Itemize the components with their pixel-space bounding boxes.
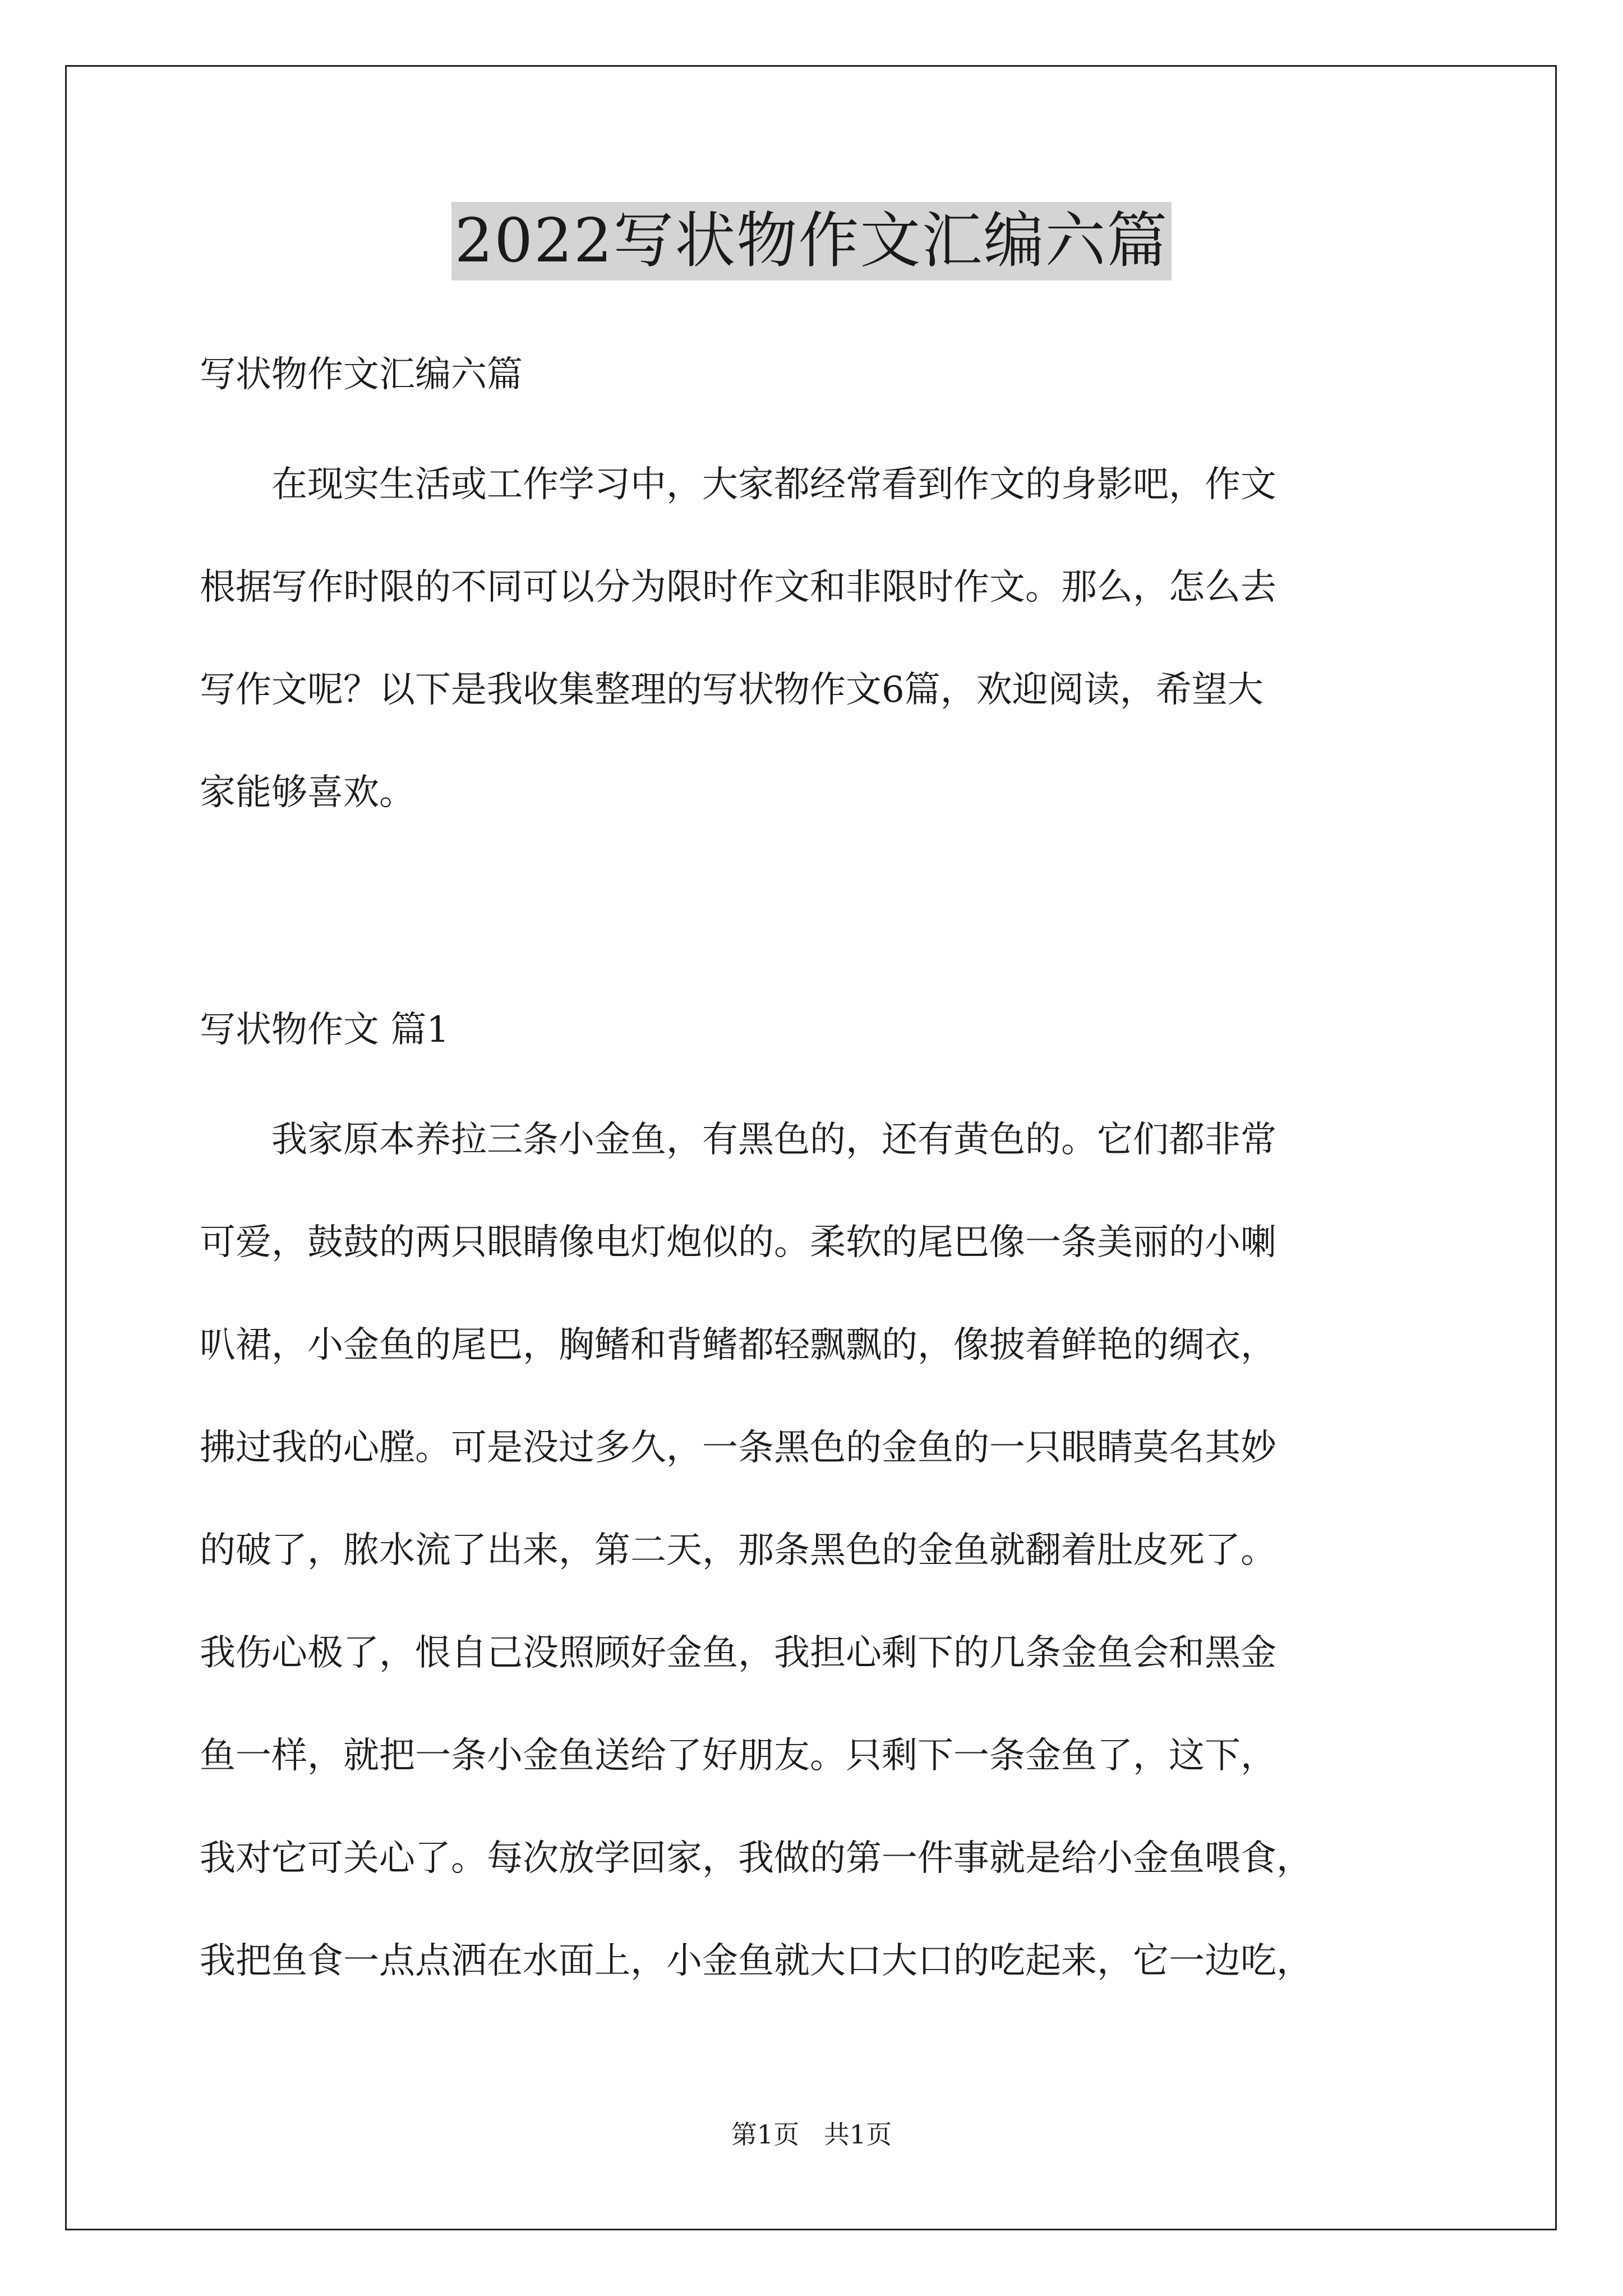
document-subtitle: 写状物作文汇编六篇 xyxy=(200,354,523,395)
story-line: 我把鱼食一点点洒在水面上，小金鱼就大口大口的吃起来，它一边吃， xyxy=(200,1940,1312,1982)
story-line: 我伤心极了，恨自己没照顾好金鱼，我担心剩下的几条金鱼会和黑金 xyxy=(200,1632,1276,1674)
section-heading: 写状物作文 篇1 xyxy=(200,1009,450,1051)
intro-line: 根据写作时限的不同可以分为限时作文和非限时作文。那么，怎么去 xyxy=(200,567,1276,608)
page-number-footer: 第1页 共1页 xyxy=(731,2119,892,2150)
story-line: 我家原本养拉三条小金鱼，有黑色的，还有黄色的。它们都非常 xyxy=(200,1119,1276,1161)
intro-paragraph xyxy=(200,457,1484,867)
intro-line: 在现实生活或工作学习中，大家都经常看到作文的身影吧，作文 xyxy=(200,464,1276,505)
intro-line: 写作文呢？以下是我收集整理的写状物作文6篇，欢迎阅读，希望大 xyxy=(200,669,1264,711)
story-line: 拂过我的心膛。可是没过多久，一条黑色的金鱼的一只眼睛莫名其妙 xyxy=(200,1427,1276,1469)
intro-line: 家能够喜欢。 xyxy=(200,772,415,813)
story-line: 可爱，鼓鼓的两只眼睛像电灯炮似的。柔软的尾巴像一条美丽的小喇 xyxy=(200,1222,1276,1263)
story-line: 鱼一样，就把一条小金鱼送给了好朋友。只剩下一条金鱼了，这下， xyxy=(200,1735,1276,1777)
story-line: 的破了，脓水流了出来，第二天，那条黑色的金鱼就翻着肚皮死了。 xyxy=(200,1530,1276,1571)
story-line: 叭裙，小金鱼的尾巴，胸鳍和背鳍都轻飘飘的，像披着鲜艳的绸衣， xyxy=(200,1324,1276,1366)
title-container xyxy=(0,202,1623,280)
story-line: 我对它可关心了。每次放学回家，我做的第一件事就是给小金鱼喂食， xyxy=(200,1838,1312,1879)
document-title: 2022写状物作文汇编六篇 xyxy=(451,202,1172,280)
story-paragraph xyxy=(200,1112,1484,2036)
